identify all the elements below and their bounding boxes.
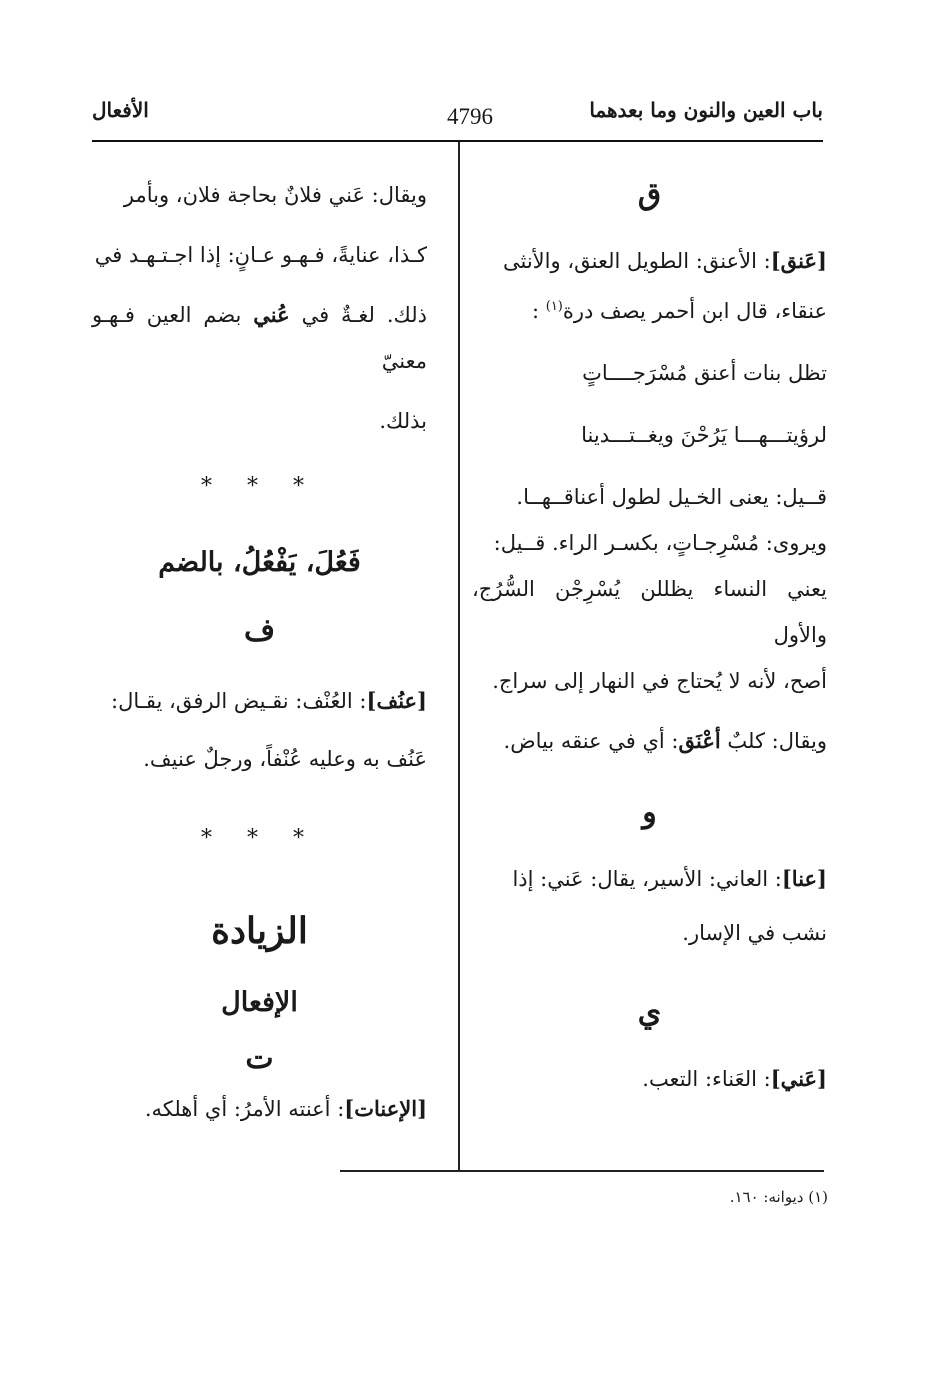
- left-para1-line4: بذلك.: [379, 409, 427, 433]
- entry-anf-text1: : العُنْف: نقـيض الرفق، يقـال:: [111, 689, 367, 713]
- para2: [472, 718, 827, 764]
- para1-line1: قــيل: يعنى الخـيل لطول أعناقــهــا.: [516, 485, 827, 509]
- footnote: (١) ديوانه: ١٦٠.: [729, 1188, 828, 1206]
- para1-line3: يعني النساء يظللن يُسْرِجْن السُّرُج، والأول: [472, 577, 827, 647]
- entry-anf: [92, 678, 427, 724]
- running-head-left: الأفعال: [92, 98, 149, 122]
- entry-anf-term: [عنُف]: [366, 688, 427, 713]
- para2-term: أعْنَق: [678, 728, 721, 753]
- column-divider: [458, 142, 460, 1172]
- entry-itnat: [92, 1086, 427, 1132]
- left-para1-line3-b: بضم العين فـهـو معنيّ: [92, 303, 427, 373]
- footnote-ref: (١): [545, 299, 563, 314]
- para1-line2: ويروى: مُسْرِجـاتٍ، بكسـر الراء. قــيل:: [493, 531, 827, 555]
- entry-ani-term: [عَني]: [770, 1066, 827, 1091]
- heading-afal: الإفعال: [221, 987, 298, 1018]
- verse-line-2: لرؤيتـــهـــا يَرُحْنَ ويغــتـــدينا: [581, 423, 827, 447]
- entry-ana: [472, 856, 827, 902]
- letter-qaf: ق: [637, 177, 662, 212]
- letter-waw: و: [642, 795, 657, 830]
- entry-itnat-text: : أعنته الأمرُ: أي أهلكه.: [144, 1097, 345, 1121]
- entry-ani-text: : العَناء: التعب.: [642, 1067, 771, 1091]
- letter-fa: ف: [243, 613, 276, 648]
- heading-faul: فَعُلَ، يَفْعُلُ، بالضم: [158, 547, 361, 578]
- entry-anq: [472, 238, 827, 284]
- left-para1-line1: ويقال: عَني فلانٌ بحاجة فلان، وبأمر: [123, 183, 427, 207]
- para1-line4: أصح، لأنه لا يُحتاج في النهار إلى سراج.: [492, 669, 827, 693]
- entry-ani: [472, 1056, 827, 1102]
- entry-ana-line2: نشب في الإسار.: [682, 921, 827, 945]
- para2-rest: : أي في عنقه بياض.: [503, 729, 679, 753]
- entry-anq-text1: : الأعنق: الطويل العنق، والأنثى: [503, 249, 771, 273]
- left-para1-line2: كـذا، عنايةً، فـهـو عـانٍ: إذا اجـتـهـد في: [94, 243, 427, 267]
- entry-anq-term: [عَنق]: [770, 248, 827, 273]
- para2-prefix: ويقال: كلبٌ: [727, 729, 827, 753]
- entry-anq-text2: عنقاء، قال ابن أحمر يصف درة: [562, 299, 827, 323]
- entry-anq-colon: :: [531, 299, 540, 323]
- left-para1-line3-a: ذلك. لغـةٌ في: [301, 303, 427, 327]
- section-separator-1: * * *: [201, 474, 318, 499]
- entry-anq-line2: [472, 284, 827, 334]
- footnote-rule: [340, 1170, 824, 1172]
- entry-anf-line2: عَنُف به وعليه عُنْفاً، ورجلٌ عنيف.: [143, 747, 427, 771]
- entry-itnat-term: [الإعنات]: [344, 1096, 427, 1121]
- left-column: [92, 172, 427, 1132]
- heading-ziyada: الزيادة: [211, 910, 308, 952]
- entry-ana-text1: : العاني: الأسير، يقال: عَني: إذا: [512, 867, 782, 891]
- running-head-right: باب العين والنون وما بعدهما: [589, 98, 823, 122]
- left-para1-line3: [92, 292, 427, 384]
- letter-ya: ي: [637, 995, 662, 1030]
- page-number: 4796: [447, 104, 493, 129]
- letter-ta: ت: [245, 1041, 274, 1076]
- entry-ana-term: [عنا]: [781, 866, 827, 891]
- right-column: [472, 172, 827, 1102]
- left-para1-line3-term: عُني: [253, 302, 290, 327]
- section-separator-2: * * *: [201, 826, 318, 851]
- verse-line-1: تظل بنات أعنق مُسْرَجــــاتٍ: [582, 361, 827, 385]
